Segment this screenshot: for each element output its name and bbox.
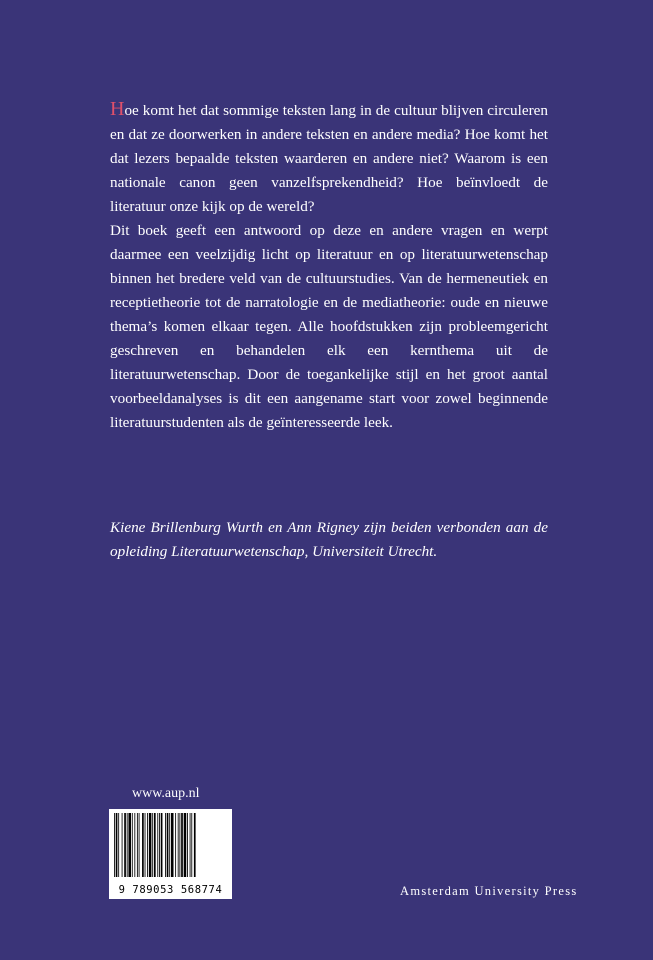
barcode-bar: [191, 813, 192, 877]
barcode-bar: [127, 813, 128, 877]
barcode-bar: [154, 813, 156, 877]
barcode-bar: [118, 813, 119, 877]
barcode-bar: [157, 813, 158, 877]
barcode-bar: [179, 813, 180, 877]
barcode-bar: [132, 813, 133, 877]
barcode-bar: [149, 813, 152, 877]
barcode-bar: [165, 813, 166, 877]
barcode-bar: [181, 813, 183, 877]
blurb-paragraph-1-body: oe komt het dat sommige teksten lang in de cultuur blijven circuleren en dat ze doorwerken in andere teksten en andere media? Hoe komt het dat lezers bepaalde teksten waarderen en andere niet? Waarom is een nationale canon geen vanzelfsprekendheid? Hoe beïnvloedt de literatuur onze kijk op de wereld?: [110, 102, 548, 215]
barcode-bar: [178, 813, 179, 877]
blurb-paragraph-1: [110, 99, 548, 219]
barcode-bar: [122, 813, 123, 877]
barcode-bar: [147, 813, 148, 877]
barcode-bar: [139, 813, 140, 877]
barcode-bars: [113, 813, 228, 877]
barcode-bar: [137, 813, 138, 877]
barcode-bar: [124, 813, 126, 877]
barcode-bar: [171, 813, 174, 877]
barcode-bar: [190, 813, 191, 877]
barcode-bar: [128, 813, 131, 877]
website-url: www.aup.nl: [132, 786, 200, 801]
barcode-bar: [159, 813, 160, 877]
barcode-bar: [175, 813, 176, 877]
barcode-bar: [169, 813, 170, 877]
barcode-bar: [194, 813, 196, 877]
barcode-bar: [114, 813, 115, 877]
barcode-bar: [142, 813, 144, 877]
blurb-text: [110, 99, 548, 435]
isbn-barcode: [109, 809, 232, 899]
barcode-bar: [145, 813, 146, 877]
authors-note: Kiene Brillenburg Wurth en Ann Rigney zijn beiden verbonden aan de opleiding Literatuurwetenschap, Universiteit Utrecht.: [110, 519, 548, 560]
barcode-bar: [184, 813, 187, 877]
barcode-bar: [167, 813, 169, 877]
decorative-initial-letter: H: [110, 98, 125, 120]
blurb-paragraph-2: Dit boek geeft een antwoord op deze en andere vragen en werpt daarmee een veelzijdig licht op literatuur en op literatuurwetenschap binnen het bredere veld van de cultuurstudies. Van de hermeneutiek en receptietheorie tot de narratologie en de mediatheorie: oude en nieuwe thema’s komen elkaar tegen. Alle hoofdstukken zijn probleemgericht geschreven en behandelen elk een kernthema uit de literatuurwetenschap. Door de toegankelijke stijl en het groot aantal voorbeeldanalyses is dit een aangename start voor zowel beginnende literatuurstudenten als de geïnteresseerde leek.: [110, 222, 548, 431]
publisher-name: Amsterdam University Press: [400, 884, 578, 898]
barcode-bar: [134, 813, 135, 877]
isbn-number: 9 789053 568774: [118, 884, 223, 896]
barcode-bar: [152, 813, 153, 877]
barcode-bar: [161, 813, 163, 877]
barcode-bar: [187, 813, 188, 877]
barcode-bar: [116, 813, 118, 877]
